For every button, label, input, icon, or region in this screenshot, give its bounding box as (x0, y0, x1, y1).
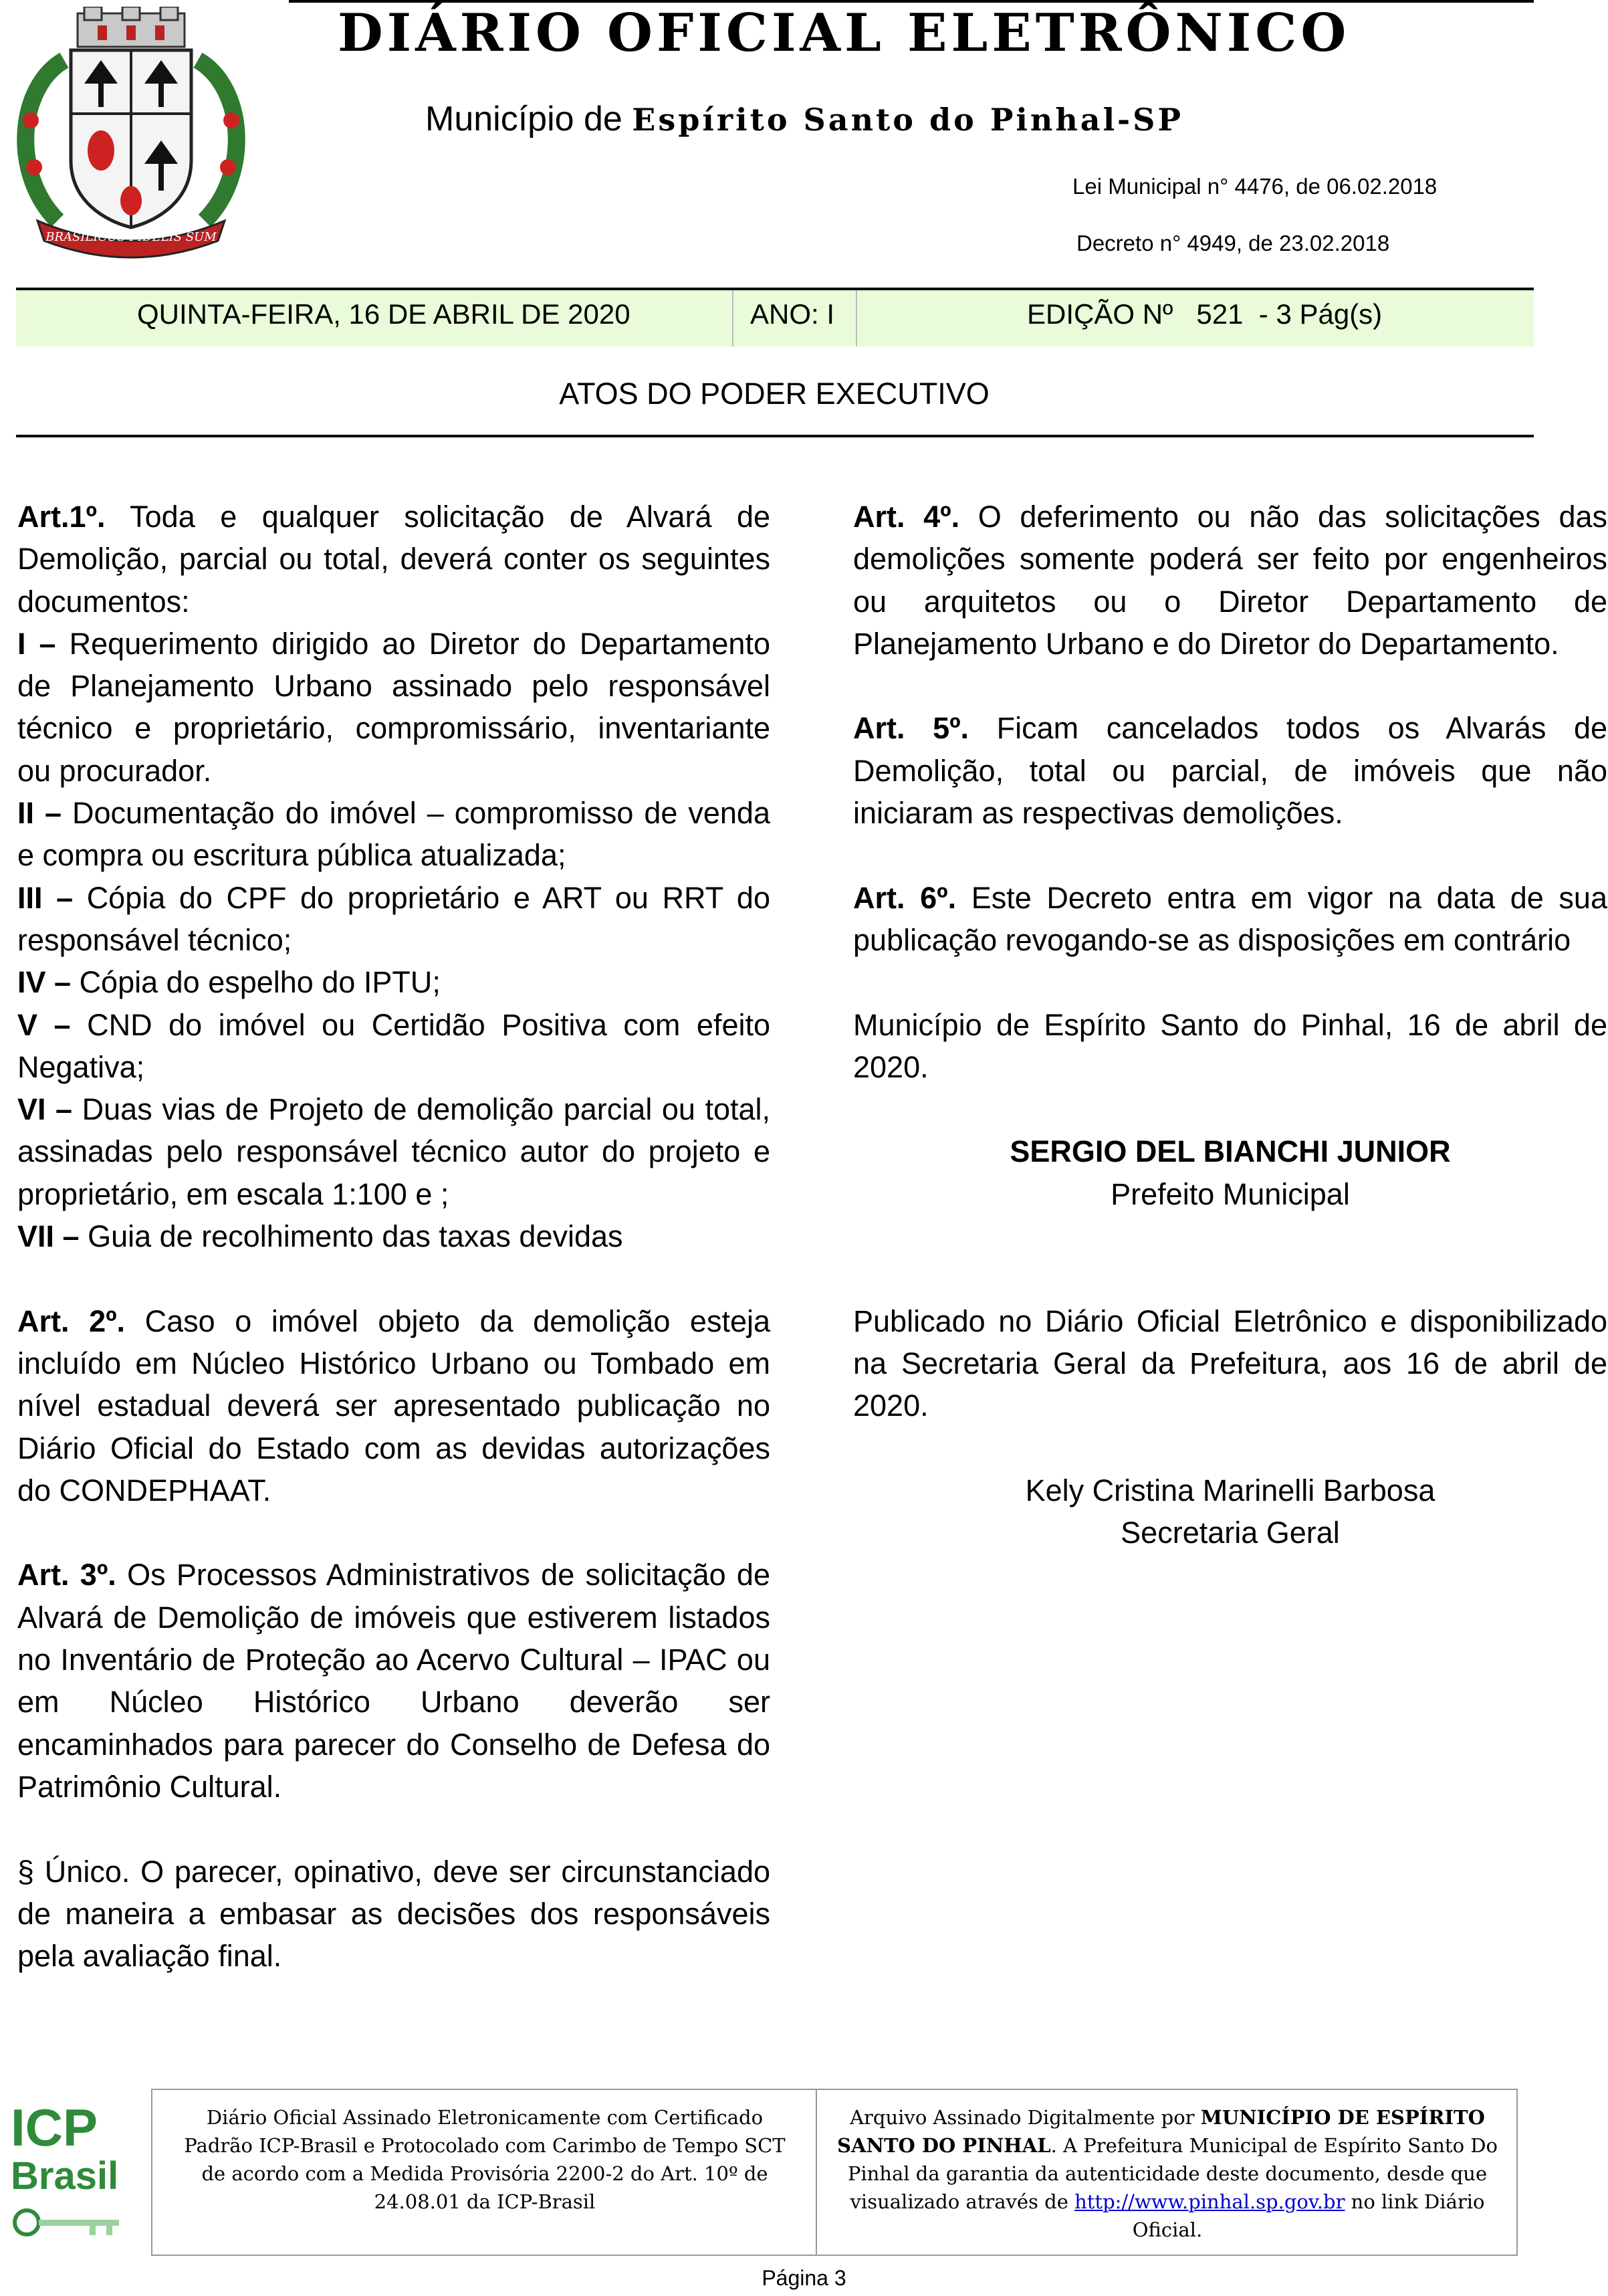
edition-date: QUINTA-FEIRA, 16 DE ABRIL DE 2020 (137, 298, 630, 330)
left-column (17, 496, 770, 1977)
article-5: Art. 5º. Ficam cancelados todos os Alvarás de Demolição, total ou parcial, de imóveis que não iniciaram as respectivas demolições. (853, 711, 1607, 831)
footer-signature-text: Arquivo Assinado Digitalmente por MUNICÍPIO DE ESPÍRITO SANTO DO PINHAL. A Prefeitura Municipal de Espírito Santo Do Pinhal da garantia da autenticidade deste documento, desde que visualizado através de http://www.pinhal.sp.gov.br no link Diário Oficial. (837, 2106, 1498, 2241)
article-1: Art.1º. Toda e qualquer solicitação de Alvará de Demolição, parcial ou total, deverá conter os seguintes documentos: I – Requerimento dirigido ao Diretor do Departamento de Planejamento Urbano assinado pelo responsável técnico e proprietário, compromissário, inventariante ou procurador. II – Documentação do imóvel – compromisso de venda e compra ou escritura pública atualizada; III – Cópia do CPF do proprietário e ART ou RRT do responsável técnico; IV – Cópia do espelho do IPTU; V – CND do imóvel ou Certidão Positiva com efeito Negativa; VI – Duas vias de Projeto de demolição parcial ou total, assinadas pelo responsável técnico autor do projeto e proprietário, em escala 1:100 e ; VII – Guia de recolhimento das taxas devidas (17, 500, 771, 1254)
svg-text:Brasil: Brasil (11, 2154, 119, 2198)
newspaper-title: DIÁRIO OFICIAL ELETRÔNICO (338, 3, 1351, 64)
municipal-coat-of-arms-icon (4, 7, 258, 259)
mayor-signature: SERGIO DEL BIANCHI JUNIOR Prefeito Municipal (1010, 1134, 1451, 1211)
municipality-subtitle: Município de Espírito Santo do Pinhal-SP (425, 100, 1183, 138)
right-column (853, 496, 1607, 1554)
article-6: Art. 6º. Este Decreto entra em vigor na data de sua publicação revogando-se as disposições em contrário (853, 880, 1607, 957)
page-number: Página 3 (762, 2266, 846, 2290)
svg-text:ICP: ICP (11, 2099, 98, 2157)
footer-certification-text: Diário Oficial Assinado Eletronicamente com Certificado Padrão ICP-Brasil e Protocolado com Carimbo de Tempo SCT de acordo com a Medida Provisória 2200-2 do Art. 10º de 24.08.01 da ICP-Brasil (184, 2106, 786, 2213)
article-4: Art. 4º. O deferimento ou não das solicitações das demolições somente poderá ser feito por engenheiros ou arquitetos ou o Diretor Departamento de Planejamento Urbano e do Diretor do Departamento. (853, 500, 1607, 661)
edition-number: EDIÇÃO Nº 521 - 3 Pág(s) (1027, 298, 1383, 330)
footer-divider (816, 2089, 817, 2256)
section-rule (16, 435, 1534, 437)
secretary-signature: Kely Cristina Marinelli Barbosa Secretaria Geral (1025, 1473, 1435, 1550)
website-link[interactable]: http://www.pinhal.sp.gov.br (1074, 2190, 1345, 2213)
article-3: Art. 3º. Os Processos Administrativos de solicitação de Alvará de Demolição de imóveis que estiverem listados no Inventário de Proteção ao Acervo Cultural – IPAC ou em Núcleo Histórico Urbano deverão ser encaminhados para parecer do Conselho de Defesa do Patrimônio Cultural. (17, 1558, 770, 1804)
section-title: ATOS DO PODER EXECUTIVO (559, 377, 990, 411)
band-divider (732, 290, 733, 346)
place-and-date: Município de Espírito Santo do Pinhal, 16 de abril de 2020. (853, 1007, 1607, 1084)
law-reference: Lei Municipal n° 4476, de 06.02.2018 (1072, 174, 1438, 199)
band-divider (856, 290, 857, 346)
decree-reference: Decreto n° 4949, de 23.02.2018 (1076, 231, 1390, 255)
sole-paragraph: § Único. O parecer, opinativo, deve ser circunstanciado de maneira a embasar as decisões dos responsáveis pela avaliação final. (17, 1854, 770, 1974)
article-2: Art. 2º. Caso o imóvel objeto da demolição esteja incluído em Núcleo Histórico Urbano ou Tombado em nível estadual deverá ser apresentado publicação no Diário Oficial do Estado com as devidas autorizações do CONDEPHAAT. (17, 1303, 770, 1507)
svg-text:BRASILICUS FIDELIS SUM: BRASILICUS FIDELIS SUM (45, 230, 217, 244)
publication-note: Publicado no Diário Oficial Eletrônico e disponibilizado na Secretaria Geral da Prefeitura, aos 16 de abril de 2020. (853, 1303, 1607, 1423)
icp-brasil-logo-icon (9, 2099, 130, 2246)
edition-year: ANO: I (750, 298, 835, 330)
